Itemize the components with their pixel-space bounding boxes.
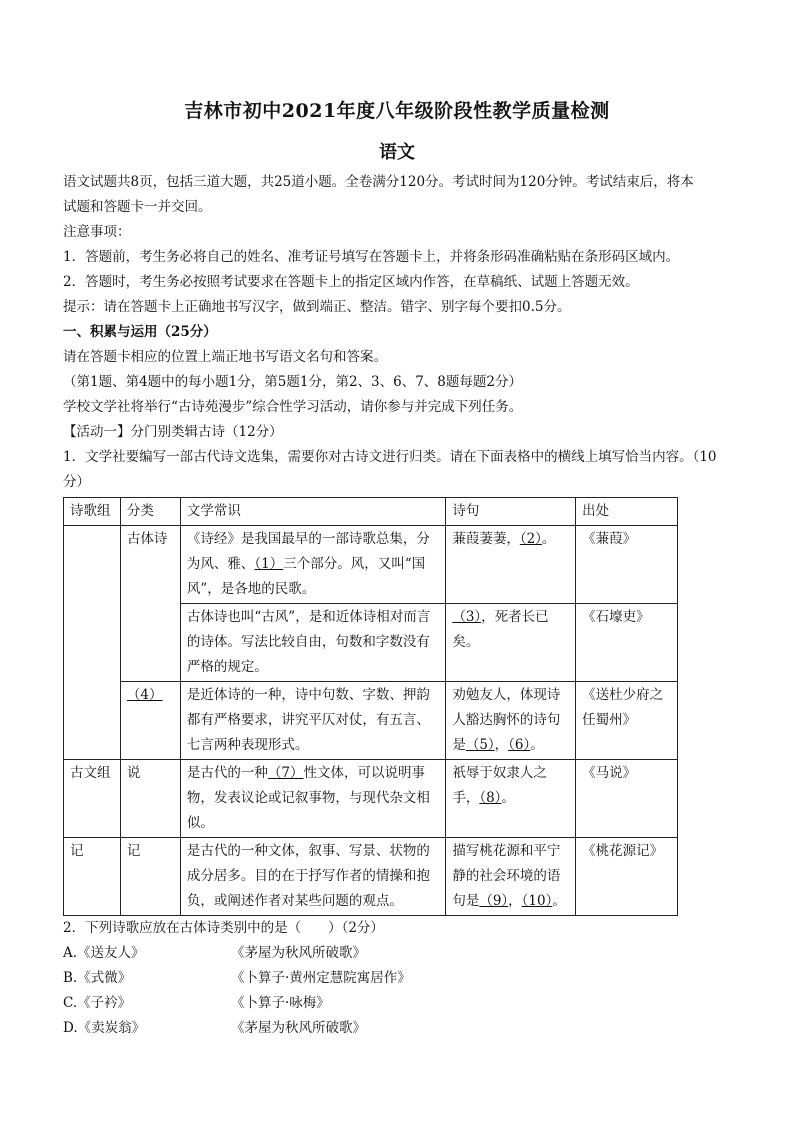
verse-cell: 祇辱于奴隶人之手，（8）。 [446,760,576,838]
group-cell: 记 [64,838,121,916]
blank-9: （9） [479,893,509,909]
exam-title: 吉林市初中2021年度八年级阶段性教学质量检测 [184,100,610,122]
group-cell [64,526,121,760]
blank-1: （1） [254,556,284,572]
choice-option-b: B.《式微》 《卜算子·黄州定慧院寓居作》 [63,970,411,986]
verse-cell: 描写桃花源和平宁静的社会环境的语句是（9），（10）。 [446,838,576,916]
question-1-line-1: 1．文学社要编写一部古代诗文选集，需要你对古诗文进行归类。请在下面表格中的横线上填写恰当内容。（10 [63,449,717,465]
section-heading: 一、积累与运用（25分） [63,324,217,340]
subject-title: 语文 [379,142,415,163]
header-cell: 诗句 [446,498,576,526]
source-cell: 《蒹葭》 [576,526,678,604]
source-cell: 《送杜少府之任蜀州》 [576,682,678,760]
knowledge-cell: 是古代的一种（7）性文体，可以说明事物，发表议论或记叙事物，与现代杂文相似。 [180,760,445,838]
blank-4: （4） [126,687,163,703]
table-header-row [64,498,678,526]
source-cell: 《石壕吏》 [576,604,678,682]
source-cell: 《马说》 [576,760,678,838]
blank-6: （6） [508,737,531,753]
table-row [64,682,678,760]
question-1-line-2: 分） [63,474,90,490]
blank-2: （2） [519,531,542,547]
exam-body [63,170,743,1041]
verse-cell: （3），死者长已矣。 [446,604,576,682]
instruction-1: 请在答题卡相应的位置上端正地书写语文名句和答案。 [63,349,387,365]
instruction-3: 学校文学社将举行“古诗苑漫步”综合性学习活动，请你参与并完成下列任务。 [63,399,523,415]
category-cell: 记 [120,838,180,916]
notice-title: 注意事项： [63,224,131,240]
table-row [64,526,678,604]
blank-8: （8） [479,790,502,806]
classification-table [63,497,678,916]
blank-10: （10） [521,893,553,909]
header-cell: 分类 [120,498,180,526]
blank-3: （3） [452,609,482,625]
group-cell: 古文组 [64,760,121,838]
notice-item-2: 2．答题时，考生务必按照考试要求在答题卡上的指定区域内作答，在草稿纸、试题上答题无效。 [63,274,639,290]
knowledge-cell: 《诗经》是我国最早的一部诗歌总集，分为风、雅、（1）三个部分。风，又叫“国风”，是各地的民歌。 [180,526,445,604]
choice-option-c: C.《子衿》 《卜算子·咏梅》 [63,995,330,1011]
choice-option-d: D.《卖炭翁》 《茅屋为秋风所破歌》 [63,1020,366,1036]
source-cell: 《桃花源记》 [576,838,678,916]
category-cell: 说 [120,760,180,838]
intro-line-1: 语文试题共8页，包括三道大题，共25道小题。全卷满分120分。考试时间为120分钟。考试结束后，将本 [63,174,694,190]
notice-item-1: 1．答题前，考生务必将自己的姓名、准考证号填写在答题卡上，并将条形码准确粘贴在条形码区域内。 [63,249,680,265]
blank-5: （5） [465,737,495,753]
verse-cell: 蒹葭萋萋，（2）。 [446,526,576,604]
intro-line-2: 试题和答题卡一并交回。 [63,199,212,215]
knowledge-cell: 是近体诗的一种，诗中句数、字数、押韵都有严格要求，讲究平仄对仗，有五言、七言两种表现形式。 [180,682,445,760]
question-2: 2．下列诗歌应放在古体诗类别中的是（ ）（2分） [63,920,384,936]
tip-line: 提示：请在答题卡上正确地书写汉字，做到端正、整洁。错字、别字每个要扣0.5分。 [63,299,571,315]
table-row [64,838,678,916]
header-cell: 诗歌组 [64,498,121,526]
instruction-2: （第1题、第4题中的每小题1分，第5题1分，第2、3、6、7、8题每题2分） [63,374,522,390]
choice-option-a: A.《送友人》 《茅屋为秋风所破歌》 [63,945,366,961]
category-cell [120,682,180,760]
activity-heading: 【活动一】分门别类辑古诗（12分） [63,424,283,440]
header-cell: 出处 [576,498,678,526]
knowledge-cell: 古体诗也叫“古风”，是和近体诗相对而言的诗体。写法比较自由，句数和字数没有严格的规定。 [180,604,445,682]
table-row [64,760,678,838]
knowledge-cell: 是古代的一种文体，叙事、写景、状物的成分居多。目的在于抒写作者的情操和抱负，或阐述作者对某些问题的观点。 [180,838,445,916]
category-cell: 古体诗 [120,526,180,682]
header-cell: 文学常识 [180,498,445,526]
verse-cell: 劝勉友人，体现诗人豁达胸怀的诗句是（5），（6）。 [446,682,576,760]
blank-7: （7） [267,765,304,781]
